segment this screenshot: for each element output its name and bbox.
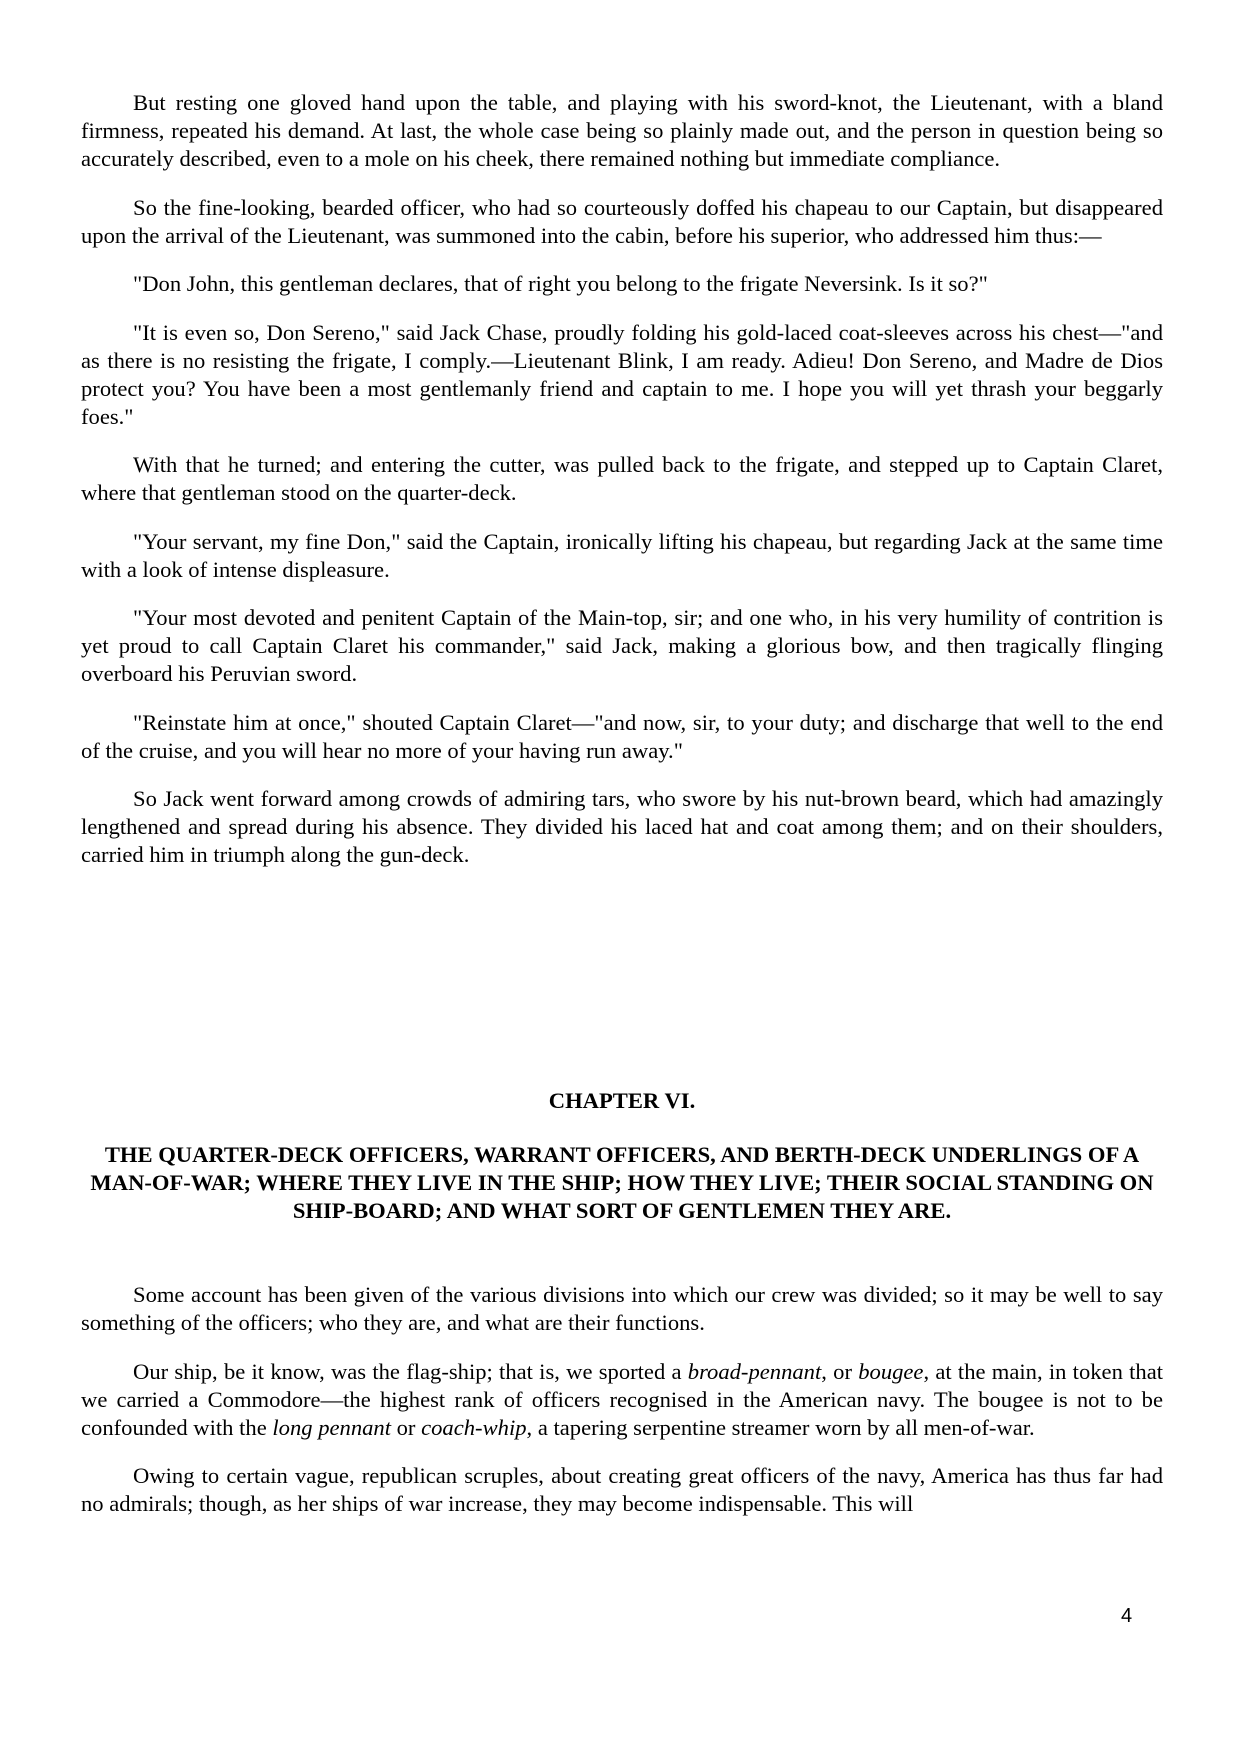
paragraph: "It is even so, Don Sereno," said Jack Chase, proudly folding his gold-laced coat-sleeves across his chest—"and as there is no resisting the frigate, I comply.—Lieutenant Blink, I am ready. Adieu! Don Sereno, and Madre de Dios protect you? You have been a most gentlemanly friend and captain to me. I hope you will yet thrash your beggarly foes." — [81, 319, 1163, 429]
italic-term: broad-pennant — [687, 1358, 822, 1384]
text-run: Our ship, be it know, was the flag-ship; that is, we sported a — [133, 1358, 688, 1384]
chapter-title: CHAPTER VI. — [548, 1088, 696, 1113]
paragraph: "Your most devoted and penitent Captain of the Main-top, sir; and one who, in his very humility of contrition is yet proud to call Captain Claret his commander," said Jack, making a glorious bow, and then tragically flinging overboard his Peruvian sword. — [81, 605, 1163, 686]
previous-chapter-text — [81, 89, 1163, 890]
paragraph: Owing to certain vague, republican scruples, about creating great officers of the navy, America has thus far had no admirals; though, as her ships of war increase, they may become indispensable. This will — [81, 1463, 1163, 1516]
page-number: 4 — [1121, 1605, 1133, 1627]
chapter-subtitle: THE QUARTER-DECK OFFICERS, WARRANT OFFICERS, AND BERTH-DECK UNDERLINGS OF A MAN-OF-WAR; WHERE THEY LIVE IN THE SHIP; HOW THEY LIVE; THEIR SOCIAL STANDING ON SHIP-BOARD; AND WHAT SORT OF GENTLEMEN THEY ARE. — [90, 1142, 1154, 1223]
paragraph — [81, 1358, 1163, 1442]
document-page — [81, 0, 1163, 1755]
paragraph: Some account has been given of the various divisions into which our crew was divided; so it may be well to say something of the officers; who they are, and what are their functions. — [81, 1282, 1163, 1335]
text-run: , or — [821, 1358, 859, 1384]
paragraph: So Jack went forward among crowds of admiring tars, who swore by his nut-brown beard, which had amazingly lengthened and spread during his absence. They divided his laced hat and coat among them; and on their shoulders, carried him in triumph along the gun-deck. — [81, 786, 1163, 867]
paragraph: But resting one gloved hand upon the table, and playing with his sword-knot, the Lieutenant, with a bland firmness, repeated his demand. At last, the whole case being so plainly made out, and the person in question being so accurately described, even to a mole on his cheek, there remained nothing but immediate compliance. — [81, 90, 1163, 171]
text-run: , at the main, in token that we carried a Commodore—the highest rank of officers recognised in the American navy. The bougee is not to be confounded with the — [81, 1358, 1163, 1440]
paragraph: With that he turned; and entering the cutter, was pulled back to the frigate, and stepped up to Captain Claret, where that gentleman stood on the quarter-deck. — [81, 452, 1163, 505]
text-run: or — [390, 1414, 422, 1440]
italic-term: bougee — [858, 1358, 924, 1384]
text-run: , a tapering serpentine streamer worn by all men-of-war. — [526, 1414, 1035, 1440]
italic-term: long pennant — [272, 1414, 391, 1440]
chapter-body — [81, 1281, 1163, 1539]
italic-term: coach-whip — [421, 1414, 527, 1440]
paragraph: "Your servant, my fine Don," said the Captain, ironically lifting his chapeau, but regarding Jack at the same time with a look of intense displeasure. — [81, 528, 1163, 582]
paragraph: So the fine-looking, bearded officer, who had so courteously doffed his chapeau to our Captain, but disappeared upon the arrival of the Lieutenant, was summoned into the cabin, before his superior, who addressed him thus:— — [81, 194, 1163, 248]
paragraph: "Don John, this gentleman declares, that of right you belong to the frigate Neversink. Is it so?" — [133, 271, 988, 296]
paragraph: "Reinstate him at once," shouted Captain Claret—"and now, sir, to your duty; and discharge that well to the end of the cruise, and you will hear no more of your having run away." — [81, 709, 1163, 763]
